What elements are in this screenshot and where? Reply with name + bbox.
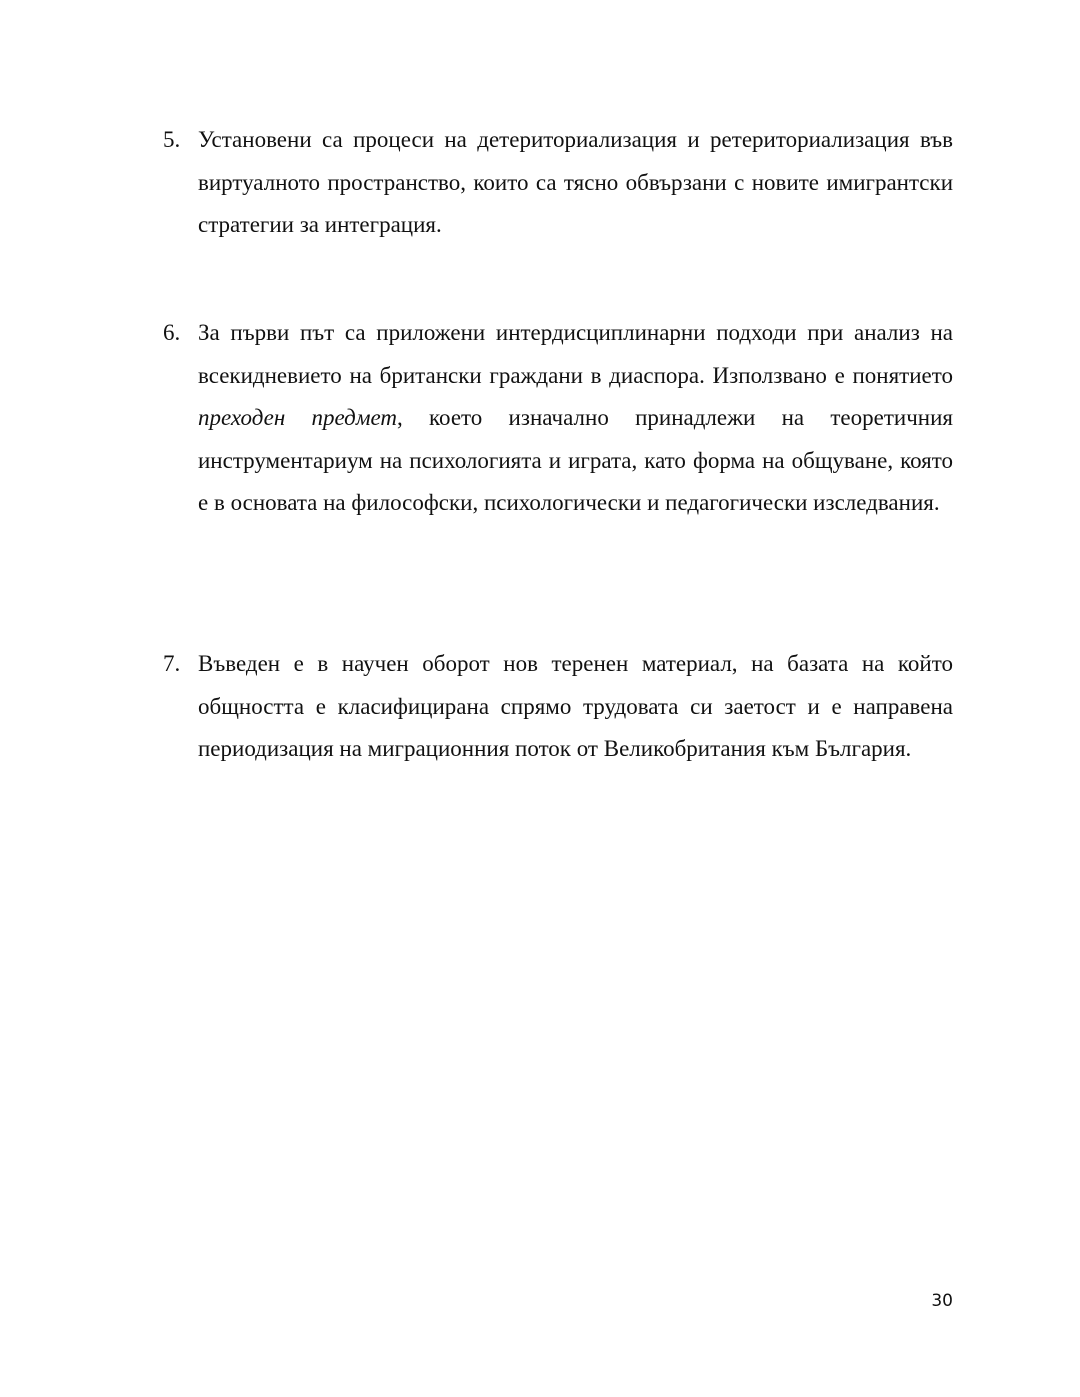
item-paragraph [198,643,953,771]
item-number: 6. [163,320,181,345]
item-number: 7. [163,651,181,676]
italic-term: преходен предмет [198,405,398,430]
page-number: 30 [931,1291,953,1311]
numbered-item-6 [163,312,953,525]
paragraph-text: Въведен е в научен оборот нов теренен материал, на базата на който общността е класифицирана спрямо трудовата си заетост и е направена периодизация на миграционния поток от Великобритания към България. [198,651,953,761]
item-paragraph [198,312,953,525]
item-number: 5. [163,127,181,152]
paragraph-text: , което изначално принадлежи на теоретичния инструментариум на психологията и играта, като форма на общуване, която е в основата на философски, психологически и педагогически изследвания. [198,405,953,515]
paragraph-text: Установени са процеси на детериториализация и ретериториализация във виртуалното пространство, които са тясно обвързани с новите имигрантски стратегии за интеграция. [198,127,953,237]
item-paragraph [198,119,953,247]
numbered-item-5 [163,119,953,247]
paragraph-text: За първи път са приложени интердисциплинарни подходи при анализ на всекидневието на британски граждани в диаспора. Използвано е понятието [198,320,953,388]
numbered-item-7 [163,643,953,771]
